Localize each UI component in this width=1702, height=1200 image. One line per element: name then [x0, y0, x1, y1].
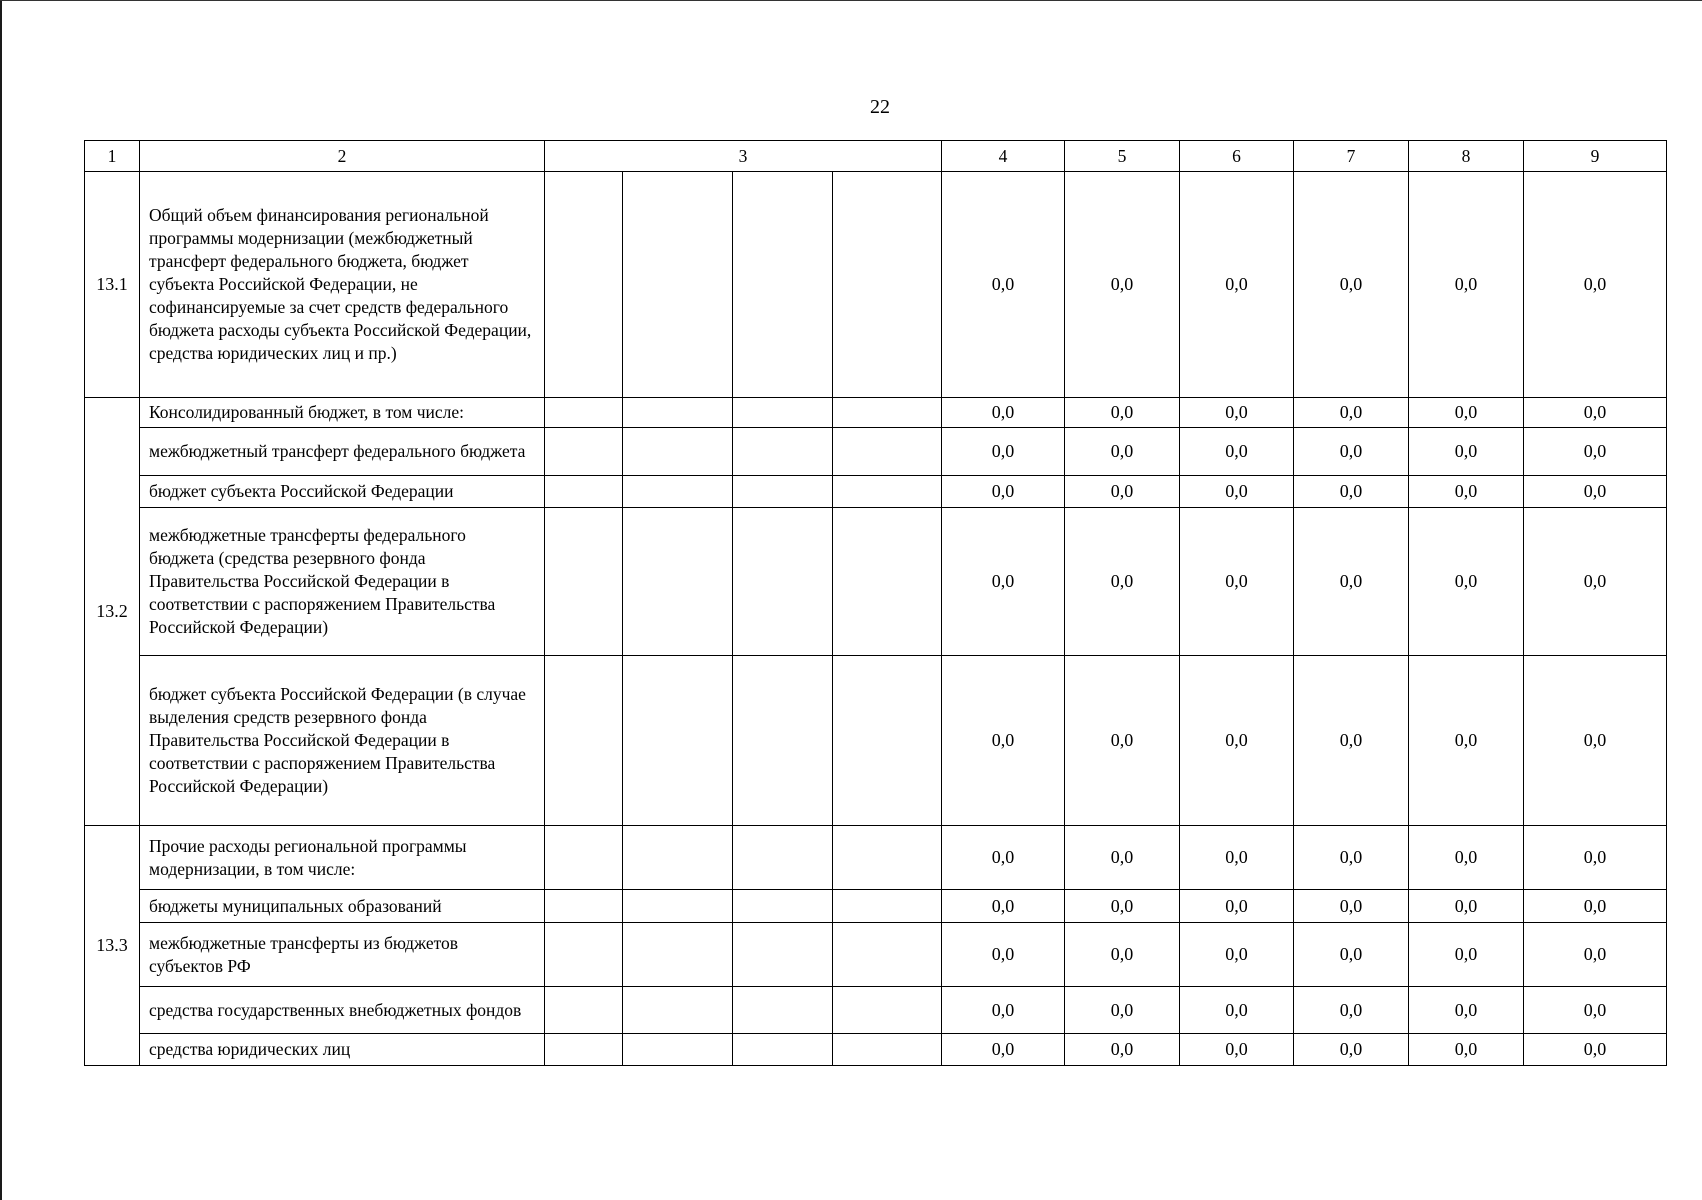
empty-cell	[833, 476, 942, 508]
value-cell: 0,0	[1294, 398, 1409, 428]
value-cell: 0,0	[942, 476, 1065, 508]
empty-cell	[733, 987, 833, 1034]
value-cell: 0,0	[1524, 656, 1667, 826]
value-cell: 0,0	[942, 1034, 1065, 1066]
empty-cell	[623, 656, 733, 826]
table-row	[85, 890, 1667, 923]
empty-cell	[545, 1034, 623, 1066]
value-cell: 0,0	[1294, 476, 1409, 508]
col-header-7: 7	[1294, 141, 1409, 172]
value-cell: 0,0	[942, 890, 1065, 923]
table-row	[85, 508, 1667, 656]
value-cell: 0,0	[1409, 172, 1524, 398]
value-cell: 0,0	[1524, 428, 1667, 476]
empty-cell	[545, 398, 623, 428]
row-description: средства государственных внебюджетных фондов	[140, 987, 545, 1034]
value-cell: 0,0	[1409, 923, 1524, 987]
empty-cell	[623, 508, 733, 656]
value-cell: 0,0	[1409, 656, 1524, 826]
value-cell: 0,0	[1294, 826, 1409, 890]
empty-cell	[623, 398, 733, 428]
value-cell: 0,0	[1180, 923, 1294, 987]
empty-cell	[623, 890, 733, 923]
row-description: бюджет субъекта Российской Федерации (в случае выделения средств резервного фонда Правительства Российской Федерации в соответствии с распоряжением Правительства Российской Федерации)	[140, 656, 545, 826]
value-cell: 0,0	[1524, 890, 1667, 923]
empty-cell	[733, 826, 833, 890]
empty-cell	[833, 398, 942, 428]
empty-cell	[623, 428, 733, 476]
value-cell: 0,0	[1180, 1034, 1294, 1066]
value-cell: 0,0	[1180, 476, 1294, 508]
value-cell: 0,0	[1524, 987, 1667, 1034]
value-cell: 0,0	[1409, 890, 1524, 923]
value-cell: 0,0	[1065, 172, 1180, 398]
value-cell: 0,0	[1294, 1034, 1409, 1066]
empty-cell	[623, 987, 733, 1034]
value-cell: 0,0	[1409, 1034, 1524, 1066]
value-cell: 0,0	[1180, 428, 1294, 476]
page-number: 22	[870, 96, 890, 118]
table-row	[85, 826, 1667, 890]
table-row	[85, 172, 1667, 398]
empty-cell	[545, 987, 623, 1034]
value-cell: 0,0	[1065, 890, 1180, 923]
value-cell: 0,0	[942, 923, 1065, 987]
empty-cell	[545, 890, 623, 923]
value-cell: 0,0	[942, 656, 1065, 826]
empty-cell	[545, 656, 623, 826]
value-cell: 0,0	[1180, 656, 1294, 826]
value-cell: 0,0	[942, 508, 1065, 656]
value-cell: 0,0	[1524, 398, 1667, 428]
row-description: средства юридических лиц	[140, 1034, 545, 1066]
value-cell: 0,0	[1065, 826, 1180, 890]
empty-cell	[833, 890, 942, 923]
value-cell: 0,0	[1524, 923, 1667, 987]
value-cell: 0,0	[1294, 508, 1409, 656]
value-cell: 0,0	[1409, 987, 1524, 1034]
empty-cell	[833, 923, 942, 987]
empty-cell	[733, 508, 833, 656]
value-cell: 0,0	[1294, 656, 1409, 826]
row-description: Прочие расходы региональной программы модернизации, в том числе:	[140, 826, 545, 890]
empty-cell	[623, 826, 733, 890]
financing-table	[84, 140, 1667, 1066]
empty-cell	[833, 428, 942, 476]
value-cell: 0,0	[1180, 398, 1294, 428]
value-cell: 0,0	[1524, 476, 1667, 508]
value-cell: 0,0	[1294, 428, 1409, 476]
row-description: бюджет субъекта Российской Федерации	[140, 476, 545, 508]
empty-cell	[733, 656, 833, 826]
empty-cell	[833, 508, 942, 656]
empty-cell	[545, 428, 623, 476]
scan-top-edge	[0, 0, 1702, 1]
empty-cell	[545, 923, 623, 987]
value-cell: 0,0	[1065, 476, 1180, 508]
value-cell: 0,0	[1065, 508, 1180, 656]
value-cell: 0,0	[1409, 508, 1524, 656]
empty-cell	[623, 923, 733, 987]
table-row	[85, 476, 1667, 508]
row-code: 13.1	[85, 172, 140, 398]
value-cell: 0,0	[1524, 508, 1667, 656]
empty-cell	[833, 826, 942, 890]
value-cell: 0,0	[1065, 987, 1180, 1034]
value-cell: 0,0	[1180, 987, 1294, 1034]
value-cell: 0,0	[1294, 890, 1409, 923]
col-header-4: 4	[942, 141, 1065, 172]
empty-cell	[733, 476, 833, 508]
value-cell: 0,0	[942, 172, 1065, 398]
value-cell: 0,0	[1524, 172, 1667, 398]
row-description: Консолидированный бюджет, в том числе:	[140, 398, 545, 428]
value-cell: 0,0	[1409, 428, 1524, 476]
empty-cell	[733, 890, 833, 923]
row-description: межбюджетные трансферты федерального бюджета (средства резервного фонда Правительства Российской Федерации в соответствии с распоряжением Правительства Российской Федерации)	[140, 508, 545, 656]
table-row	[85, 398, 1667, 428]
value-cell: 0,0	[1065, 656, 1180, 826]
value-cell: 0,0	[1294, 987, 1409, 1034]
scan-left-edge	[0, 0, 2, 1200]
value-cell: 0,0	[1065, 1034, 1180, 1066]
value-cell: 0,0	[1180, 826, 1294, 890]
empty-cell	[545, 172, 623, 398]
empty-cell	[623, 1034, 733, 1066]
empty-cell	[833, 987, 942, 1034]
table-row	[85, 987, 1667, 1034]
value-cell: 0,0	[942, 398, 1065, 428]
col-header-2: 2	[140, 141, 545, 172]
value-cell: 0,0	[1180, 508, 1294, 656]
col-header-5: 5	[1065, 141, 1180, 172]
value-cell: 0,0	[1180, 172, 1294, 398]
empty-cell	[733, 1034, 833, 1066]
value-cell: 0,0	[1294, 172, 1409, 398]
empty-cell	[733, 428, 833, 476]
empty-cell	[833, 1034, 942, 1066]
table-row	[85, 1034, 1667, 1066]
value-cell: 0,0	[1409, 476, 1524, 508]
empty-cell	[545, 476, 623, 508]
row-description: бюджеты муниципальных образований	[140, 890, 545, 923]
value-cell: 0,0	[942, 826, 1065, 890]
value-cell: 0,0	[942, 428, 1065, 476]
col-header-8: 8	[1409, 141, 1524, 172]
row-code: 13.2	[85, 398, 140, 826]
empty-cell	[623, 476, 733, 508]
value-cell: 0,0	[1065, 923, 1180, 987]
table-row	[85, 656, 1667, 826]
empty-cell	[833, 656, 942, 826]
value-cell: 0,0	[1065, 428, 1180, 476]
value-cell: 0,0	[1294, 923, 1409, 987]
value-cell: 0,0	[942, 987, 1065, 1034]
value-cell: 0,0	[1409, 826, 1524, 890]
empty-cell	[733, 398, 833, 428]
empty-cell	[545, 826, 623, 890]
value-cell: 0,0	[1524, 1034, 1667, 1066]
value-cell: 0,0	[1409, 398, 1524, 428]
col-header-6: 6	[1180, 141, 1294, 172]
col-header-1: 1	[85, 141, 140, 172]
empty-cell	[623, 172, 733, 398]
col-header-3: 3	[545, 141, 942, 172]
value-cell: 0,0	[1524, 826, 1667, 890]
table-row	[85, 923, 1667, 987]
col-header-9: 9	[1524, 141, 1667, 172]
table-row	[85, 428, 1667, 476]
row-description: межбюджетный трансферт федерального бюджета	[140, 428, 545, 476]
empty-cell	[545, 508, 623, 656]
row-code: 13.3	[85, 826, 140, 1066]
row-description: межбюджетные трансферты из бюджетов субъектов РФ	[140, 923, 545, 987]
value-cell: 0,0	[1065, 398, 1180, 428]
empty-cell	[833, 172, 942, 398]
header-row	[85, 141, 1667, 172]
empty-cell	[733, 923, 833, 987]
value-cell: 0,0	[1180, 890, 1294, 923]
empty-cell	[733, 172, 833, 398]
row-description: Общий объем финансирования региональной программы модернизации (межбюджетный трансферт федерального бюджета, бюджет субъекта Российской Федерации, не софинансируемые за счет средств федерального бюджета расходы субъекта Российской Федерации, средства юридических лиц и пр.)	[140, 172, 545, 398]
